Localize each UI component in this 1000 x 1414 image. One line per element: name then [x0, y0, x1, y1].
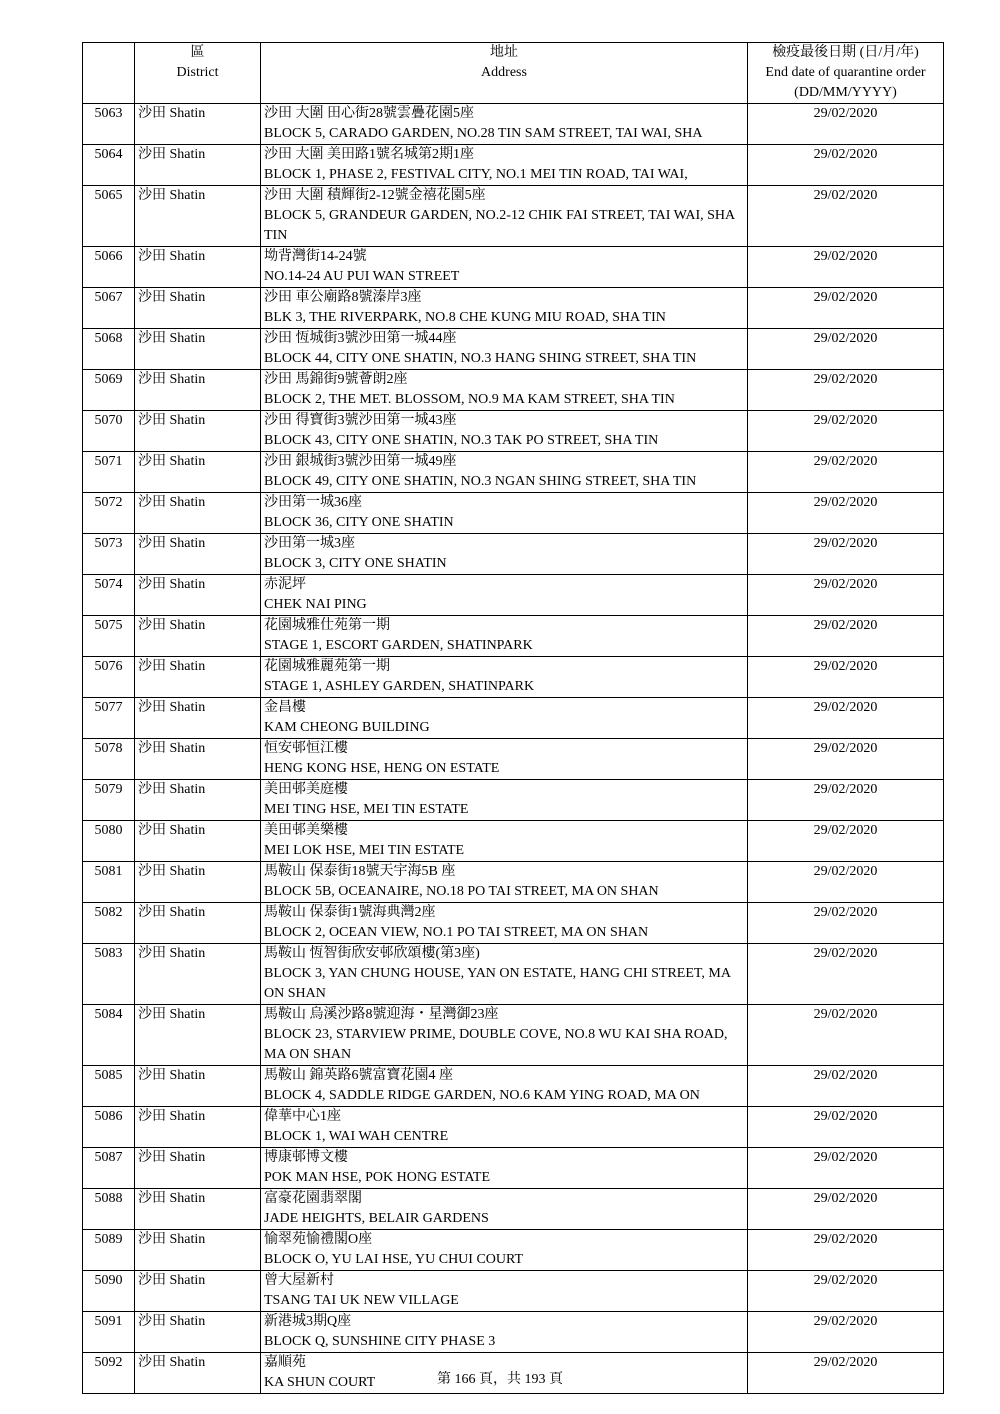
address-english: BLOCK O, YU LAI HSE, YU CHUI COURT [264, 1252, 524, 1267]
table-row [83, 370, 944, 411]
quarantine-table [82, 42, 944, 1394]
row-district: 沙田 Shatin [135, 145, 261, 186]
row-district: 沙田 Shatin [135, 1271, 261, 1312]
row-district: 沙田 Shatin [135, 1353, 261, 1394]
row-address [261, 944, 748, 1005]
row-address [261, 411, 748, 452]
row-district: 沙田 Shatin [135, 104, 261, 145]
row-district: 沙田 Shatin [135, 903, 261, 944]
address-chinese: 沙田 得寶街3號沙田第一城43座 [264, 413, 457, 428]
table-row [83, 780, 944, 821]
row-number: 5073 [83, 534, 135, 575]
address-english: JADE HEIGHTS, BELAIR GARDENS [264, 1211, 489, 1226]
row-end-date: 29/02/2020 [748, 780, 944, 821]
row-district: 沙田 Shatin [135, 862, 261, 903]
address-chinese: 沙田 大圍 田心街28號雲疊花園5座 [264, 106, 474, 121]
row-address [261, 1107, 748, 1148]
row-end-date: 29/02/2020 [748, 145, 944, 186]
row-district: 沙田 Shatin [135, 1066, 261, 1107]
address-english: BLOCK 4, SADDLE RIDGE GARDEN, NO.6 KAM YING ROAD, MA ON [264, 1088, 700, 1103]
address-english: BLOCK 1, WAI WAH CENTRE [264, 1129, 449, 1144]
row-end-date: 29/02/2020 [748, 1271, 944, 1312]
table-row [83, 1230, 944, 1271]
address-english: CHEK NAI PING [264, 597, 367, 612]
table-row [83, 575, 944, 616]
address-english: BLOCK 5, CARADO GARDEN, NO.28 TIN SAM STREET, TAI WAI, SHA [264, 126, 703, 141]
table-row [83, 1107, 944, 1148]
row-number: 5070 [83, 411, 135, 452]
table-row [83, 1189, 944, 1230]
table-row [83, 698, 944, 739]
row-address [261, 575, 748, 616]
address-english: BLOCK 44, CITY ONE SHATIN, NO.3 HANG SHING STREET, SHA TIN [264, 351, 697, 366]
row-number: 5089 [83, 1230, 135, 1271]
address-chinese: 花園城雅仕苑第一期 [264, 618, 390, 633]
row-district: 沙田 Shatin [135, 534, 261, 575]
row-number: 5082 [83, 903, 135, 944]
address-chinese: 沙田 銀城街3號沙田第一城49座 [264, 454, 457, 469]
address-english: BLOCK 49, CITY ONE SHATIN, NO.3 NGAN SHING STREET, SHA TIN [264, 474, 697, 489]
address-chinese: 馬鞍山 烏溪沙路8號迎海・星灣御23座 [264, 1007, 499, 1022]
address-chinese: 花園城雅麗苑第一期 [264, 659, 390, 674]
row-address [261, 903, 748, 944]
table-row [83, 329, 944, 370]
row-address [261, 493, 748, 534]
row-end-date: 29/02/2020 [748, 944, 944, 1005]
address-chinese: 博康邨博文樓 [264, 1150, 348, 1165]
row-end-date: 29/02/2020 [748, 1189, 944, 1230]
row-number: 5072 [83, 493, 135, 534]
address-chinese: 沙田第一城3座 [264, 536, 355, 551]
row-number: 5083 [83, 944, 135, 1005]
address-chinese: 曾大屋新村 [264, 1273, 334, 1288]
address-chinese: 美田邨美庭樓 [264, 782, 348, 797]
address-english: BLOCK 23, STARVIEW PRIME, DOUBLE COVE, NO.8 WU KAI SHA ROAD, MA ON SHAN [264, 1027, 728, 1062]
row-end-date: 29/02/2020 [748, 452, 944, 493]
row-number: 5066 [83, 247, 135, 288]
header-date [748, 43, 944, 104]
row-end-date: 29/02/2020 [748, 862, 944, 903]
address-chinese: 馬鞍山 保泰街1號海典灣2座 [264, 905, 436, 920]
address-english: BLK 3, THE RIVERPARK, NO.8 CHE KUNG MIU ROAD, SHA TIN [264, 310, 666, 325]
table-row [83, 657, 944, 698]
row-address [261, 186, 748, 247]
address-english: BLOCK 2, OCEAN VIEW, NO.1 PO TAI STREET, MA ON SHAN [264, 925, 649, 940]
address-english: BLOCK 3, CITY ONE SHATIN [264, 556, 447, 571]
address-english: BLOCK Q, SUNSHINE CITY PHASE 3 [264, 1334, 496, 1349]
row-number: 5085 [83, 1066, 135, 1107]
row-end-date: 29/02/2020 [748, 903, 944, 944]
address-english: MEI TING HSE, MEI TIN ESTATE [264, 802, 469, 817]
table-row [83, 186, 944, 247]
row-address [261, 104, 748, 145]
address-english: STAGE 1, ASHLEY GARDEN, SHATINPARK [264, 679, 535, 694]
row-number: 5076 [83, 657, 135, 698]
table-row [83, 534, 944, 575]
address-chinese: 坳背灣街14-24號 [264, 249, 367, 264]
address-chinese: 金昌樓 [264, 700, 306, 715]
row-number: 5064 [83, 145, 135, 186]
address-english: NO.14-24 AU PUI WAN STREET [264, 269, 460, 284]
address-english: BLOCK 43, CITY ONE SHATIN, NO.3 TAK PO STREET, SHA TIN [264, 433, 659, 448]
address-english: KAM CHEONG BUILDING [264, 720, 430, 735]
table-row [83, 739, 944, 780]
row-end-date: 29/02/2020 [748, 739, 944, 780]
row-address [261, 698, 748, 739]
row-address [261, 1148, 748, 1189]
row-end-date: 29/02/2020 [748, 1066, 944, 1107]
address-english: HENG KONG HSE, HENG ON ESTATE [264, 761, 500, 776]
table-row [83, 944, 944, 1005]
table-row [83, 1148, 944, 1189]
row-district: 沙田 Shatin [135, 944, 261, 1005]
row-address [261, 1066, 748, 1107]
address-chinese: 馬鞍山 保泰街18號天宇海5B 座 [264, 864, 456, 879]
row-end-date: 29/02/2020 [748, 329, 944, 370]
address-english: BLOCK 36, CITY ONE SHATIN [264, 515, 454, 530]
row-end-date: 29/02/2020 [748, 575, 944, 616]
row-address [261, 145, 748, 186]
page-footer: 第 166 頁，共 193 頁 [437, 1372, 563, 1387]
row-number: 5074 [83, 575, 135, 616]
row-district: 沙田 Shatin [135, 329, 261, 370]
row-end-date: 29/02/2020 [748, 821, 944, 862]
header-address-zh: 地址 [490, 45, 518, 60]
row-district: 沙田 Shatin [135, 370, 261, 411]
row-district: 沙田 Shatin [135, 411, 261, 452]
row-number: 5075 [83, 616, 135, 657]
row-number: 5084 [83, 1005, 135, 1066]
row-number: 5067 [83, 288, 135, 329]
row-number: 5065 [83, 186, 135, 247]
row-end-date: 29/02/2020 [748, 657, 944, 698]
row-address [261, 1271, 748, 1312]
row-district: 沙田 Shatin [135, 575, 261, 616]
row-number: 5090 [83, 1271, 135, 1312]
row-district: 沙田 Shatin [135, 1189, 261, 1230]
address-chinese: 沙田 大圍 積輝街2-12號金禧花園5座 [264, 188, 486, 203]
address-english: BLOCK 1, PHASE 2, FESTIVAL CITY, NO.1 MEI TIN ROAD, TAI WAI, [264, 167, 688, 182]
row-address [261, 616, 748, 657]
address-chinese: 馬鞍山 錦英路6號富寶花園4 座 [264, 1068, 453, 1083]
row-address [261, 1230, 748, 1271]
table-row [83, 862, 944, 903]
row-district: 沙田 Shatin [135, 1312, 261, 1353]
table-row [83, 1066, 944, 1107]
address-chinese: 偉華中心1座 [264, 1109, 341, 1124]
row-end-date: 29/02/2020 [748, 1312, 944, 1353]
address-english: TSANG TAI UK NEW VILLAGE [264, 1293, 459, 1308]
table-row [83, 145, 944, 186]
header-district [135, 43, 261, 104]
row-number: 5088 [83, 1189, 135, 1230]
row-address [261, 370, 748, 411]
row-district: 沙田 Shatin [135, 186, 261, 247]
header-district-zh: 區 [190, 45, 205, 60]
address-chinese: 沙田 恆城街3號沙田第一城44座 [264, 331, 457, 346]
row-number: 5080 [83, 821, 135, 862]
row-end-date: 29/02/2020 [748, 1107, 944, 1148]
row-end-date: 29/02/2020 [748, 411, 944, 452]
table-row [83, 903, 944, 944]
row-number: 5071 [83, 452, 135, 493]
table-header-row [83, 43, 944, 104]
row-address [261, 1005, 748, 1066]
row-end-date: 29/02/2020 [748, 493, 944, 534]
row-address [261, 821, 748, 862]
header-date-format: (DD/MM/YYYY) [794, 85, 897, 100]
row-end-date: 29/02/2020 [748, 104, 944, 145]
table-row [83, 1271, 944, 1312]
row-district: 沙田 Shatin [135, 821, 261, 862]
header-address [261, 43, 748, 104]
address-chinese: 嘉順苑 [264, 1355, 306, 1370]
address-chinese: 愉翠苑愉禮閣O座 [264, 1232, 373, 1247]
row-district: 沙田 Shatin [135, 452, 261, 493]
row-district: 沙田 Shatin [135, 739, 261, 780]
table-row [83, 1005, 944, 1066]
row-district: 沙田 Shatin [135, 1005, 261, 1066]
row-end-date: 29/02/2020 [748, 1148, 944, 1189]
row-end-date: 29/02/2020 [748, 288, 944, 329]
row-district: 沙田 Shatin [135, 288, 261, 329]
address-chinese: 恒安邨恒江樓 [264, 741, 348, 756]
row-district: 沙田 Shatin [135, 698, 261, 739]
address-chinese: 沙田 馬錦街9號薈朗2座 [264, 372, 408, 387]
row-number: 5079 [83, 780, 135, 821]
address-chinese: 赤泥坪 [264, 577, 306, 592]
row-number: 5092 [83, 1353, 135, 1394]
row-address [261, 1189, 748, 1230]
address-english: BLOCK 5B, OCEANAIRE, NO.18 PO TAI STREET, MA ON SHAN [264, 884, 659, 899]
row-end-date: 29/02/2020 [748, 534, 944, 575]
row-district: 沙田 Shatin [135, 493, 261, 534]
address-chinese: 沙田 車公廟路8號溱岸3座 [264, 290, 422, 305]
row-district: 沙田 Shatin [135, 780, 261, 821]
row-number: 5077 [83, 698, 135, 739]
header-district-en: District [176, 65, 219, 80]
table-row [83, 104, 944, 145]
header-date-zh: 檢疫最後日期 (日/月/年) [772, 45, 919, 60]
row-end-date: 29/02/2020 [748, 247, 944, 288]
row-address [261, 657, 748, 698]
row-address [261, 1312, 748, 1353]
row-address [261, 534, 748, 575]
row-end-date: 29/02/2020 [748, 616, 944, 657]
address-english: POK MAN HSE, POK HONG ESTATE [264, 1170, 491, 1185]
address-chinese: 馬鞍山 恆智街欣安邨欣頌樓(第3座) [264, 946, 480, 961]
row-district: 沙田 Shatin [135, 1107, 261, 1148]
table-body [83, 104, 944, 1394]
row-address [261, 247, 748, 288]
table-row [83, 411, 944, 452]
row-end-date: 29/02/2020 [748, 1353, 944, 1394]
table-row [83, 1312, 944, 1353]
address-chinese: 富豪花園翡翠閣 [264, 1191, 362, 1206]
table-row [83, 821, 944, 862]
row-district: 沙田 Shatin [135, 616, 261, 657]
address-english: MEI LOK HSE, MEI TIN ESTATE [264, 843, 465, 858]
address-english: BLOCK 5, GRANDEUR GARDEN, NO.2-12 CHIK FAI STREET, TAI WAI, SHA TIN [264, 208, 735, 243]
row-district: 沙田 Shatin [135, 1230, 261, 1271]
row-address [261, 862, 748, 903]
row-address [261, 780, 748, 821]
row-end-date: 29/02/2020 [748, 370, 944, 411]
row-district: 沙田 Shatin [135, 657, 261, 698]
header-address-en: Address [481, 65, 527, 80]
address-english: KA SHUN COURT [264, 1375, 376, 1390]
address-english: BLOCK 3, YAN CHUNG HOUSE, YAN ON ESTATE, HANG CHI STREET, MA ON SHAN [264, 966, 731, 1001]
table-row [83, 493, 944, 534]
address-chinese: 美田邨美樂樓 [264, 823, 348, 838]
row-end-date: 29/02/2020 [748, 186, 944, 247]
row-number: 5069 [83, 370, 135, 411]
row-district: 沙田 Shatin [135, 247, 261, 288]
table-row [83, 452, 944, 493]
row-end-date: 29/02/2020 [748, 1230, 944, 1271]
row-end-date: 29/02/2020 [748, 698, 944, 739]
address-chinese: 新港城3期Q座 [264, 1314, 352, 1329]
table-row [83, 616, 944, 657]
address-english: STAGE 1, ESCORT GARDEN, SHATINPARK [264, 638, 533, 653]
address-chinese: 沙田 大圍 美田路1號名城第2期1座 [264, 147, 474, 162]
row-number: 5063 [83, 104, 135, 145]
row-number: 5086 [83, 1107, 135, 1148]
row-address [261, 739, 748, 780]
row-address [261, 288, 748, 329]
table-row [83, 247, 944, 288]
header-date-en: End date of quarantine order [765, 65, 926, 80]
row-number: 5081 [83, 862, 135, 903]
row-number: 5068 [83, 329, 135, 370]
address-chinese: 沙田第一城36座 [264, 495, 362, 510]
header-number-cell [83, 43, 135, 104]
row-number: 5091 [83, 1312, 135, 1353]
row-end-date: 29/02/2020 [748, 1005, 944, 1066]
row-address [261, 452, 748, 493]
table-row [83, 288, 944, 329]
row-number: 5078 [83, 739, 135, 780]
row-number: 5087 [83, 1148, 135, 1189]
row-address [261, 329, 748, 370]
row-district: 沙田 Shatin [135, 1148, 261, 1189]
address-english: BLOCK 2, THE MET. BLOSSOM, NO.9 MA KAM STREET, SHA TIN [264, 392, 675, 407]
